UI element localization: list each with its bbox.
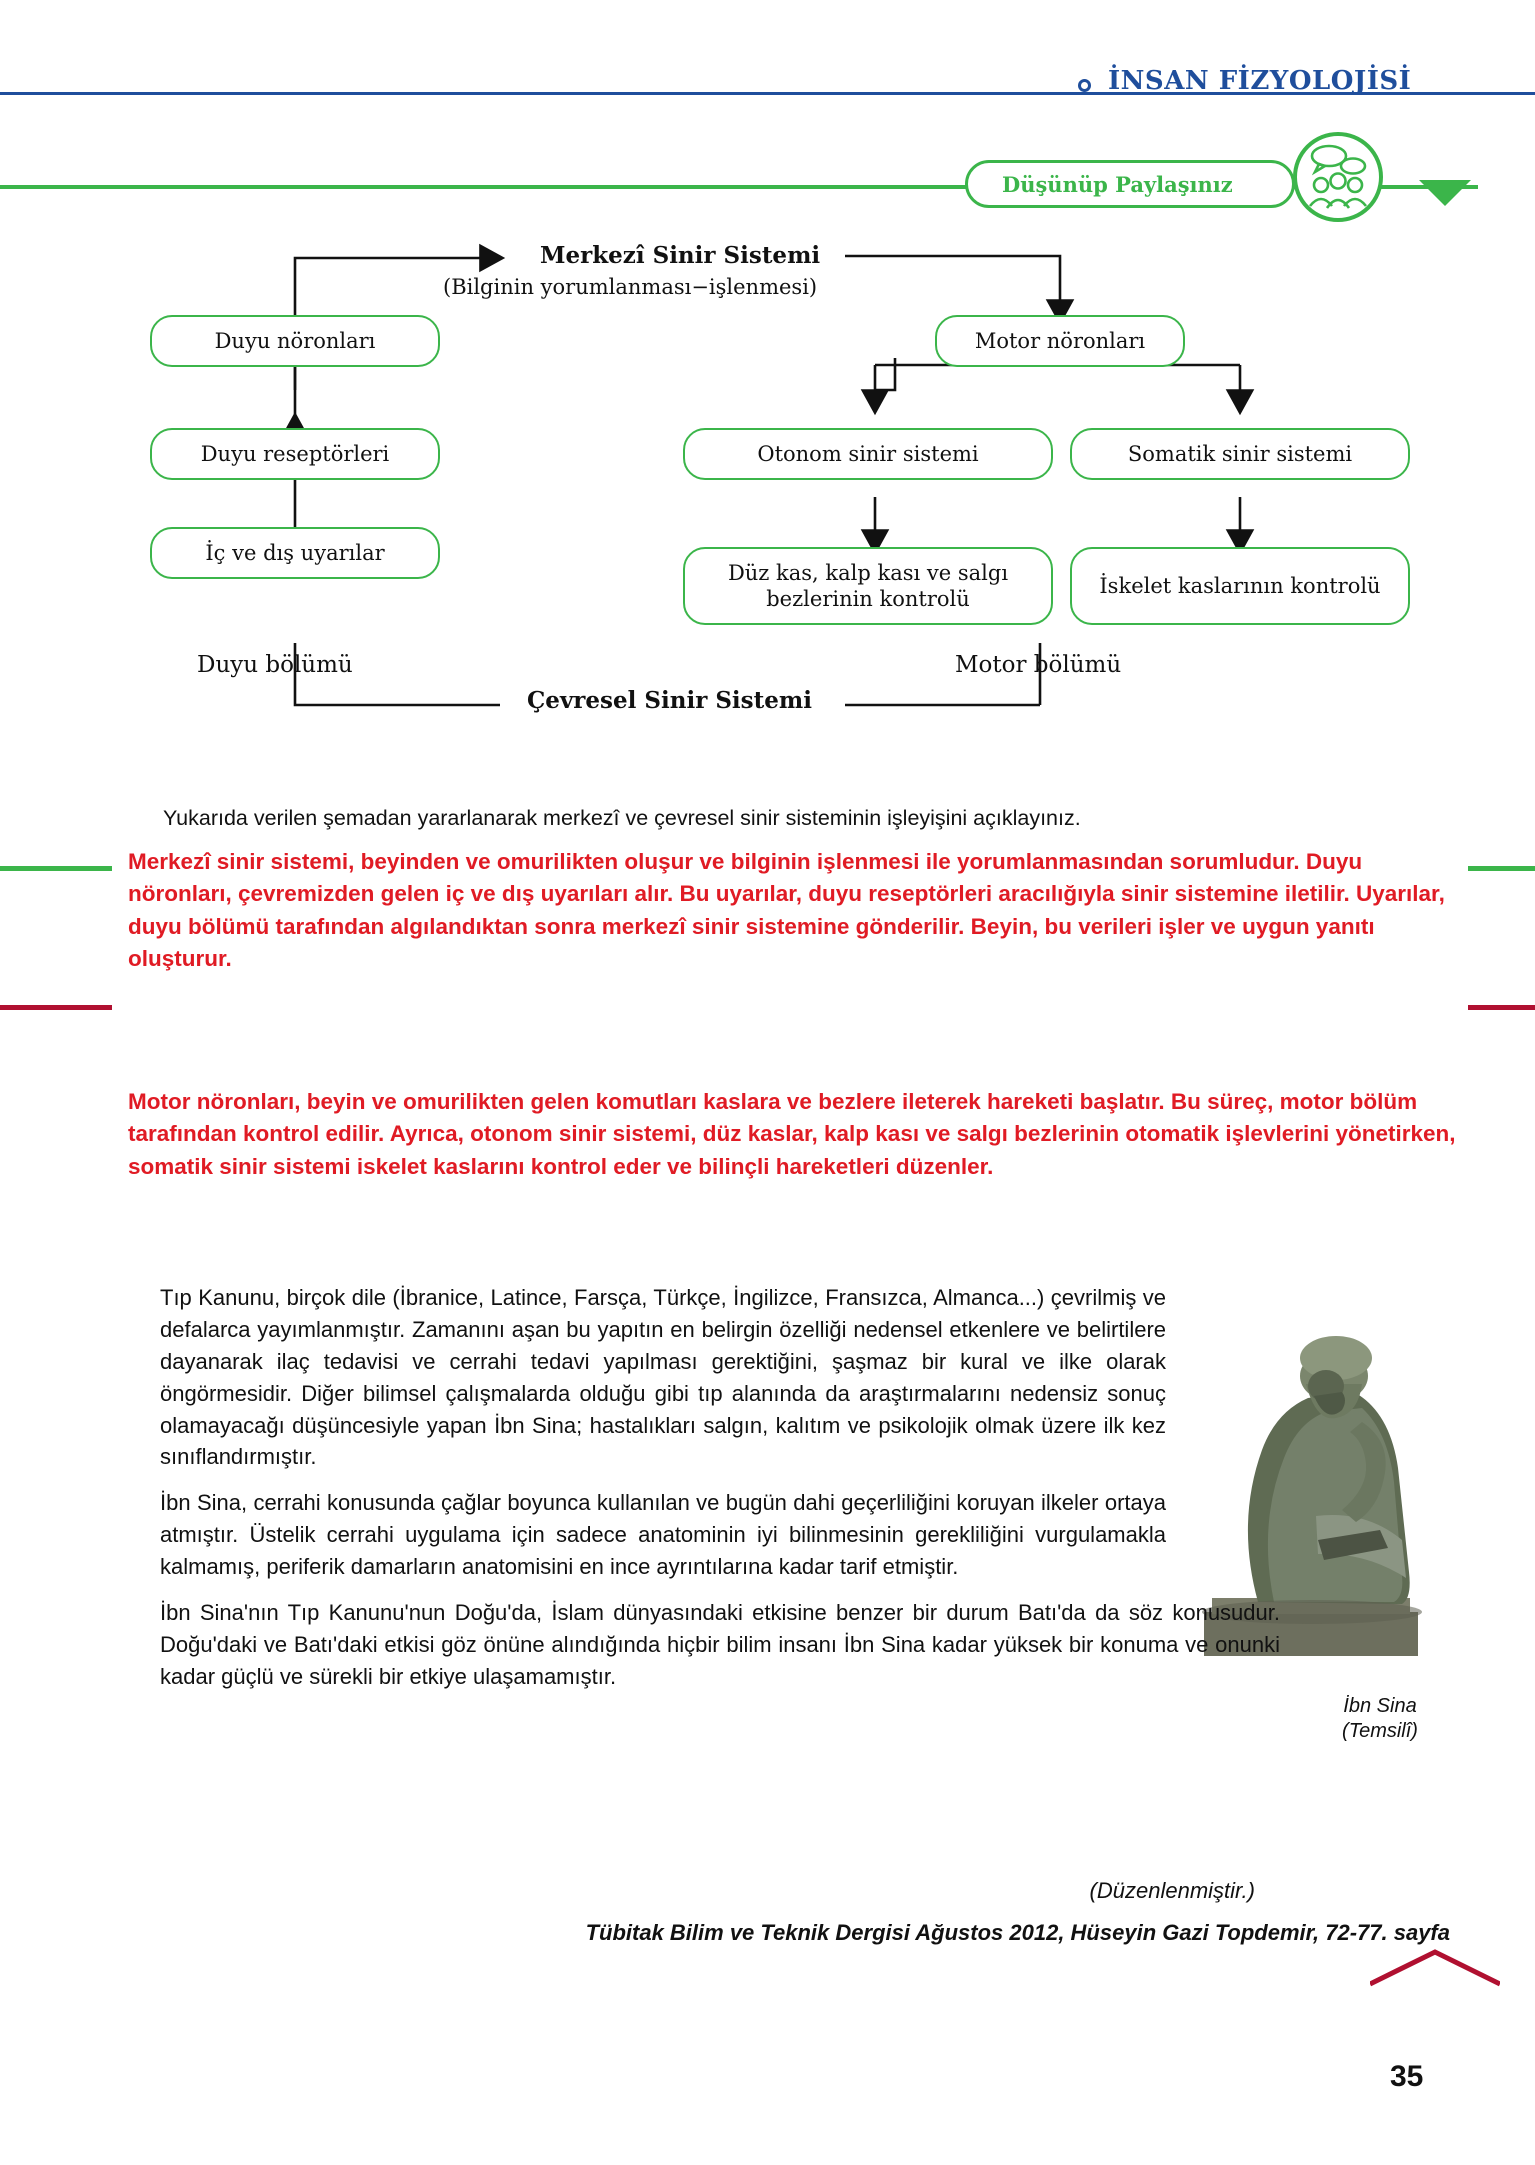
answer-paragraph-1: Merkezî sinir sistemi, beyinden ve omurilikten oluşur ve bilginin işlenmesi ile yorumlanmasından sorumludur. Duyu nöronları, çevremizden gelen iç ve dış uyarıları alır. Bu uyarılar, duyu reseptörleri aracılığıyla sinir sistemine iletilir. Uyarılar, duyu bölümü tarafından algılandıktan sonra merkezî sinir sistemine gönderilir. Beyin, bu verileri işler ve uygun yanıtı oluşturur.	[128, 849, 1445, 972]
answer-rule-right-green	[1468, 866, 1535, 871]
answer-paragraph-2: Motor nöronları, beyin ve omurilikten gelen komutları kaslara ve bezlere ileterek hareketi başlatır. Bu süreç, motor bölüm tarafından kontrol edilir. Ayrıca, otonom sinir sistemi, düz kaslar, kalp kası ve salgı bezlerinin otomatik işlevlerini yönetirken, somatik sinir sistemi iskelet kaslarını kontrol eder ve bilinçli hareketleri düzenler.	[128, 1089, 1456, 1179]
section-arrow-icon	[1419, 180, 1471, 206]
nervous-system-schema	[0, 225, 1535, 785]
source-note: (Düzenlenmiştir.)	[1089, 1878, 1255, 1903]
schema-node-duyu-noronlari: Duyu nöronları	[150, 315, 440, 367]
activity-badge-label: Düşünüp Paylaşınız	[1002, 172, 1233, 197]
body-paragraph-2: İbn Sina, cerrahi konusunda çağlar boyunca kullanılan ve bugün dahi geçerliliğini koruyan ilkeler ortaya atmıştır. Üstelik cerrahi uygulama için sadece anatominin iyi bilinmesinin gerekliliğini vurgulamakla kalmamış, periferik damarların anatomisini en ince ayrıntılarına kadar tarif etmiştir.	[160, 1490, 1166, 1580]
body-paragraph-1: Tıp Kanunu, birçok dile (İbranice, Latince, Farsça, Türkçe, İngilizce, Fransızca, Almanca...) çevrilmiş ve defalarca yayımlanmıştır. Zamanını aşan bu yapıtın en belirgin özelliği nedensel etkenlere ve belirtilere dayanarak ilaç tedavisi ve cerrahi tedavi yapılması gerektiğini, şaşmaz bir kural ve ilke olarak öngörmesidir. Diğer bilimsel çalışmalarda olduğu gibi tıp alanında da araştırmalarını nedensiz sonuç olamayacağı düşüncesiyle yapan İbn Sina; hastalıkları salgın, kalıtım ve psikolojik olmak üzere ilk kez sınıflandırmıştır.	[160, 1285, 1166, 1470]
schema-subtitle: (Bilginin yorumlanması−işlenmesi)	[443, 275, 818, 299]
discussion-group-icon	[1293, 132, 1383, 222]
schema-label-duyu-bolumu: Duyu bölümü	[197, 652, 353, 678]
question-text: Yukarıda verilen şemadan yararlanarak merkezî ve çevresel sinir sisteminin işleyişini açıklayınız.	[163, 806, 1081, 830]
page-number: 35	[1390, 2060, 1424, 2093]
schema-label-cevresel: Çevresel Sinir Sistemi	[527, 687, 812, 714]
body-paragraph-3: İbn Sina'nın Tıp Kanunu'nun Doğu'da, İslam dünyasındaki etkisine benzer bir durum Batı'da da söz konusudur. Doğu'daki ve Batı'daki etkisi göz önüne alındığında hiçbir bilim insanı İbn Sina kadar yüksek bir konuma ve onunki kadar güçlü ve sürekli bir etkiye ulaşamamıştır.	[160, 1600, 1280, 1689]
answer-rule-left-green	[0, 866, 112, 871]
figure-caption	[1270, 1694, 1490, 1744]
schema-node-somatik-sinir-sistemi: Somatik sinir sistemi	[1070, 428, 1410, 480]
header-dot-icon	[1078, 79, 1091, 92]
answer-rule-left-red	[0, 1005, 112, 1010]
footer-chevron-icon	[1370, 1948, 1500, 1988]
answer-rule-right-red	[1468, 1005, 1535, 1010]
figure-caption-line-1: İbn Sina	[1343, 1695, 1417, 1717]
schema-node-ic-dis-uyarilar: İç ve dış uyarılar	[150, 527, 440, 579]
schema-node-iskelet-kaslari: İskelet kaslarının kontrolü	[1070, 547, 1410, 625]
article-body	[160, 1282, 1280, 1707]
source-reference: Tübitak Bilim ve Teknik Dergisi Ağustos 2012, Hüseyin Gazi Topdemir, 72-77. sayfa	[585, 1920, 1450, 1945]
schema-label-motor-bolumu: Motor bölümü	[955, 652, 1122, 678]
schema-node-motor-noronlari: Motor nöronları	[935, 315, 1185, 367]
schema-node-duz-kas: Düz kas, kalp kası ve salgı bezlerinin kontrolü	[683, 547, 1053, 625]
page-title: İNSAN FİZYOLOJİSİ	[1108, 66, 1412, 96]
figure-caption-line-2: (Temsilî)	[1342, 1720, 1418, 1742]
schema-node-duyu-reseptorleri: Duyu reseptörleri	[150, 428, 440, 480]
schema-title: Merkezî Sinir Sistemi	[540, 242, 821, 269]
schema-node-otonom-sinir-sistemi: Otonom sinir sistemi	[683, 428, 1053, 480]
